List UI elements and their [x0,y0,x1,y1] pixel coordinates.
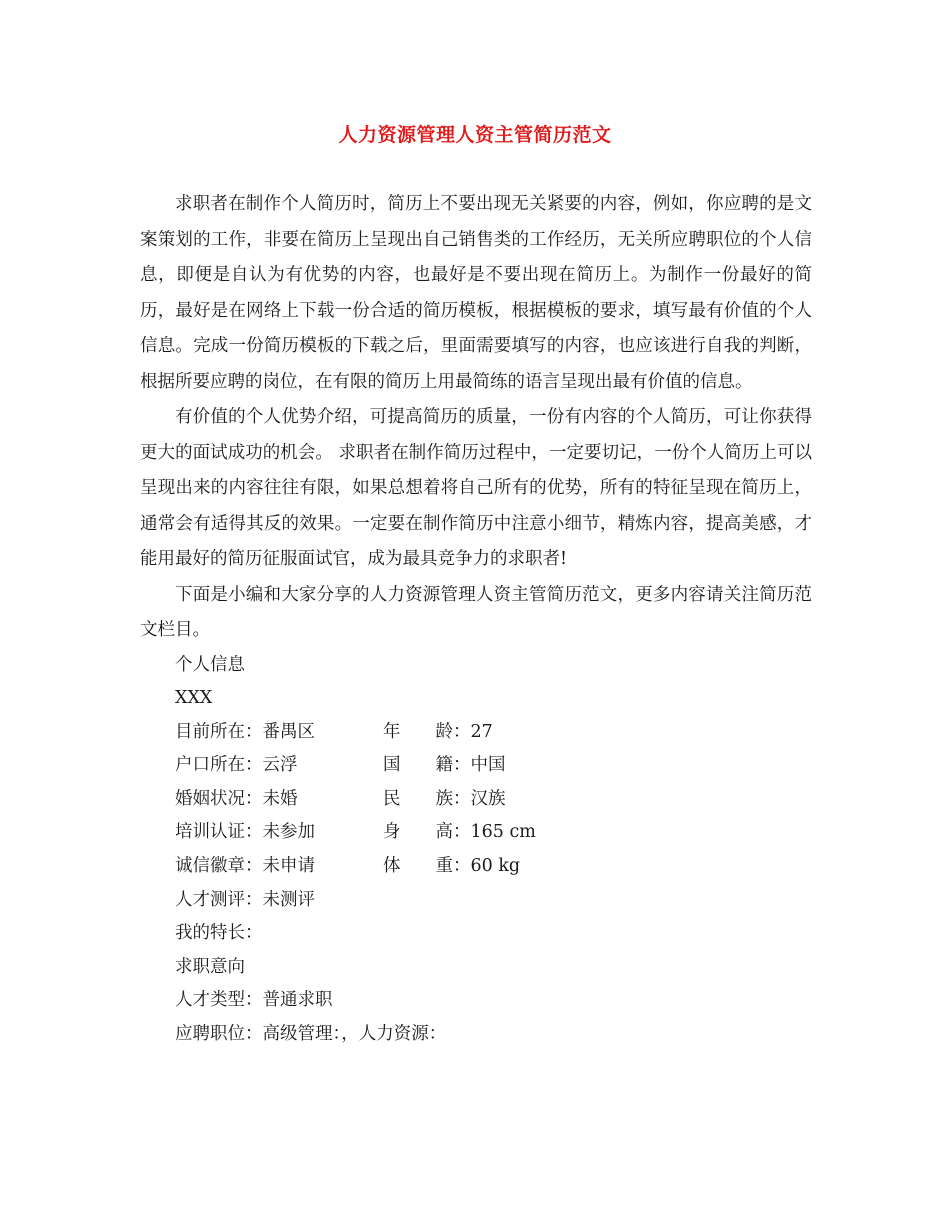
job-intent-heading: 求职意向 [175,956,245,977]
info-height: 身 高：165 cm [383,822,536,843]
job-talent-type: 人才类型：普通求职 [175,990,333,1011]
info-hukou: 户口所在：云浮 [175,755,298,776]
info-ethnicity: 民 族：汉族 [383,788,506,809]
info-row-training [140,816,812,850]
info-nationality: 国 籍：中国 [383,755,506,776]
info-talent-eval: 人才测评：未测评 [175,889,315,910]
personal-info-section [140,649,812,951]
info-training-cert: 培训认证：未参加 [175,822,315,843]
job-position: 应聘职位：高级管理：，人力资源： [175,1024,447,1045]
info-row-badge [140,850,812,884]
info-row-hukou [140,749,812,783]
paragraph-share: 下面是小编和大家分享的人力资源管理人资主管简历范文，更多内容请关注简历范文栏目。 [140,584,812,640]
info-marital-status: 婚姻状况：未婚 [175,788,298,809]
info-weight: 体 重：60 kg [383,856,521,877]
document-body [140,187,812,1052]
info-current-location: 目前所在：番禺区 [175,721,315,742]
paragraph-advantages: 有价值的个人优势介绍，可提高简历的质量，一份有内容的个人简历，可让你获得更大的面试成功的机会。 求职者在制作简历过程中，一定要切记，一份个人简历上可以呈现出来的内容往往有限，如果总想着将自己所有的优势，所有的特征呈现在简历上，通常会有适得其反的效果。一定要在制作简历中注意小细节，精炼内容，提高美感，才能用最好的简历征服面试官，成为最具竞争力的求职者! [140,407,812,569]
info-row-location [140,716,812,750]
paragraph-intro: 求职者在制作个人简历时，简历上不要出现无关紧要的内容，例如，你应聘的是文案策划的工作，非要在简历上呈现出自己销售类的工作经历，无关所应聘职位的个人信息，即便是自认为有优势的内容，也最好是不要出现在简历上。为制作一份最好的简历，最好是在网络上下载一份合适的简历模板，根据模板的要求，填写最有价值的个人信息。完成一份简历模板的下载之后，里面需要填写的内容，也应该进行自我的判断，根据所要应聘的岗位，在有限的简历上用最简练的语言呈现出最有价值的信息。 [140,194,812,392]
info-row-marital [140,783,812,817]
personal-info-heading: 个人信息 [175,654,245,675]
info-credit-badge: 诚信徽章：未申请 [175,856,315,877]
personal-name: XXX [175,688,213,709]
info-age: 年 龄：27 [383,721,493,742]
info-specialty: 我的特长： [175,923,263,944]
job-intent-section [140,951,812,1052]
document-title: 人力资源管理人资主管简历范文 [338,124,612,146]
